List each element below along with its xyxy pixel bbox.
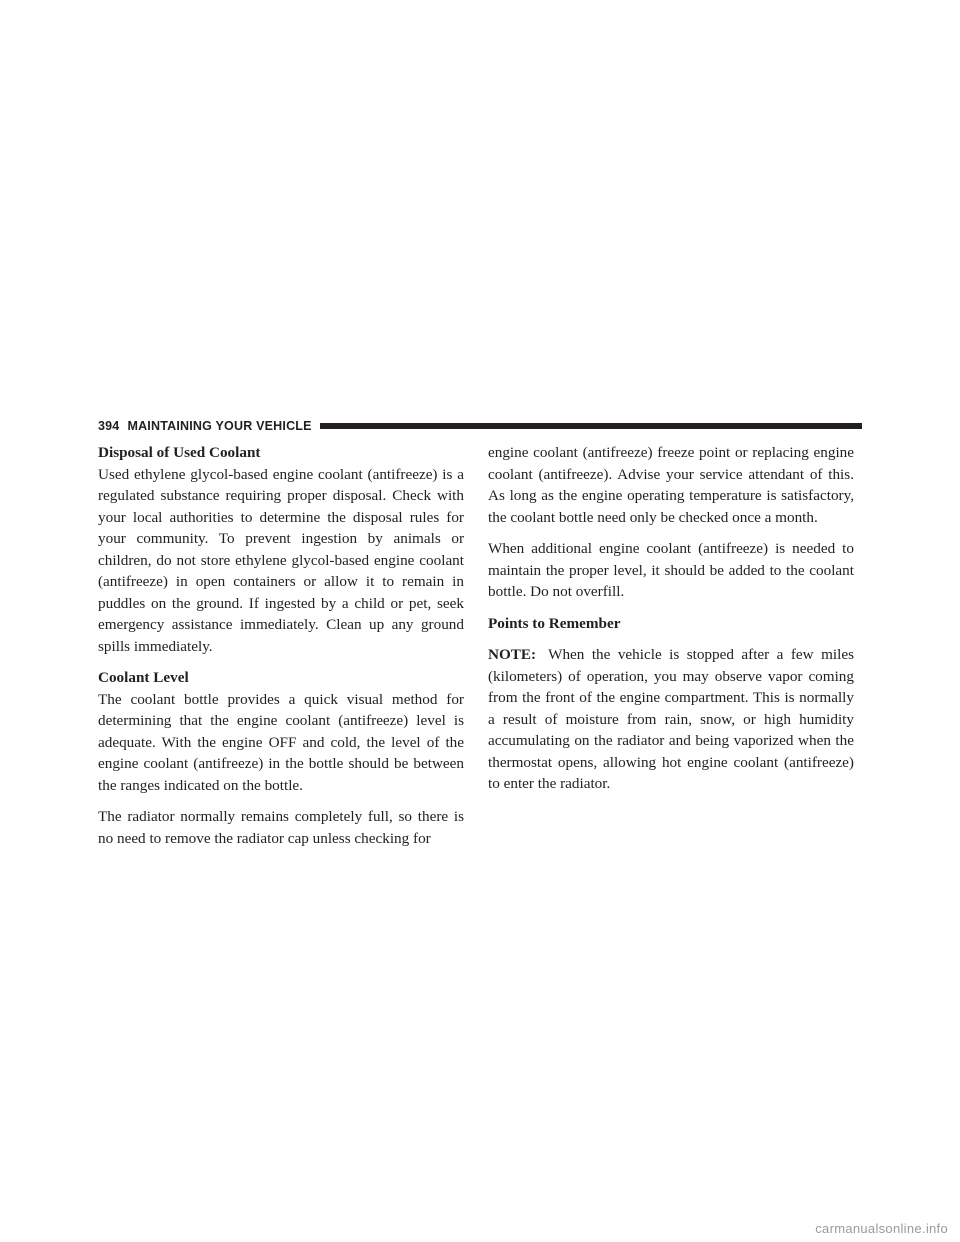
note-label: NOTE: [488,646,537,663]
watermark: carmanualsonline.info [815,1221,948,1236]
paragraph-note [488,644,854,795]
heading-coolant-level: Coolant Level [98,669,189,686]
heading-points-to-remember: Points to Remember [488,614,621,632]
page-number: 394 [98,419,120,433]
paragraph-radiator-cont: engine coolant (antifreeze) freeze point or replacing engine coolant (antifreeze). Advise your service attendant of this. As long as the engine operating temperature is satisfactory, the coolant bottle need only be checked once a month. [488,444,854,526]
paragraph-coolant-level: The coolant bottle provides a quick visual method for determining that the engine coolant (antifreeze) level is adequate. With the engine OFF and cold, the level of the engine coolant (antifreeze) in the bottle should be between the ranges indicated on the bottle. [98,690,464,794]
section-title: MAINTAINING YOUR VEHICLE [127,419,312,433]
paragraph-disposal: Used ethylene glycol-based engine coolant (antifreeze) is a regulated substance requiring proper disposal. Check with your local authorities to determine the disposal rules for your community. To prevent ingestion by animals or children, do not store ethylene glycol-based engine coolant (antifreeze) in open containers or allow it to remain in puddles on the ground. If ingested by a child or pet, seek emergency assistance immediately. Clean up any ground spills immediately. [98,465,464,655]
note-body: When the vehicle is stopped after a few miles (kilometers) of operation, you may observe vapor coming from the front of the engine compartment. This is normally a result of moisture from rain, snow, or high humidity accumulating on the radiator and being vaporized when the thermostat opens, allowing hot engine coolant (antifreeze) to enter the radiator. [488,646,854,792]
right-column [488,442,854,805]
header-rule [320,423,862,429]
paragraph-additional-coolant: When additional engine coolant (antifreeze) is needed to maintain the proper level, it should be added to the coolant bottle. Do not overfill. [488,540,854,600]
paragraph-radiator: The radiator normally remains completely full, so there is no need to remove the radiator cap unless checking for [98,808,464,847]
heading-disposal: Disposal of Used Coolant [98,444,261,461]
page-header [98,416,862,436]
left-column [98,442,464,859]
